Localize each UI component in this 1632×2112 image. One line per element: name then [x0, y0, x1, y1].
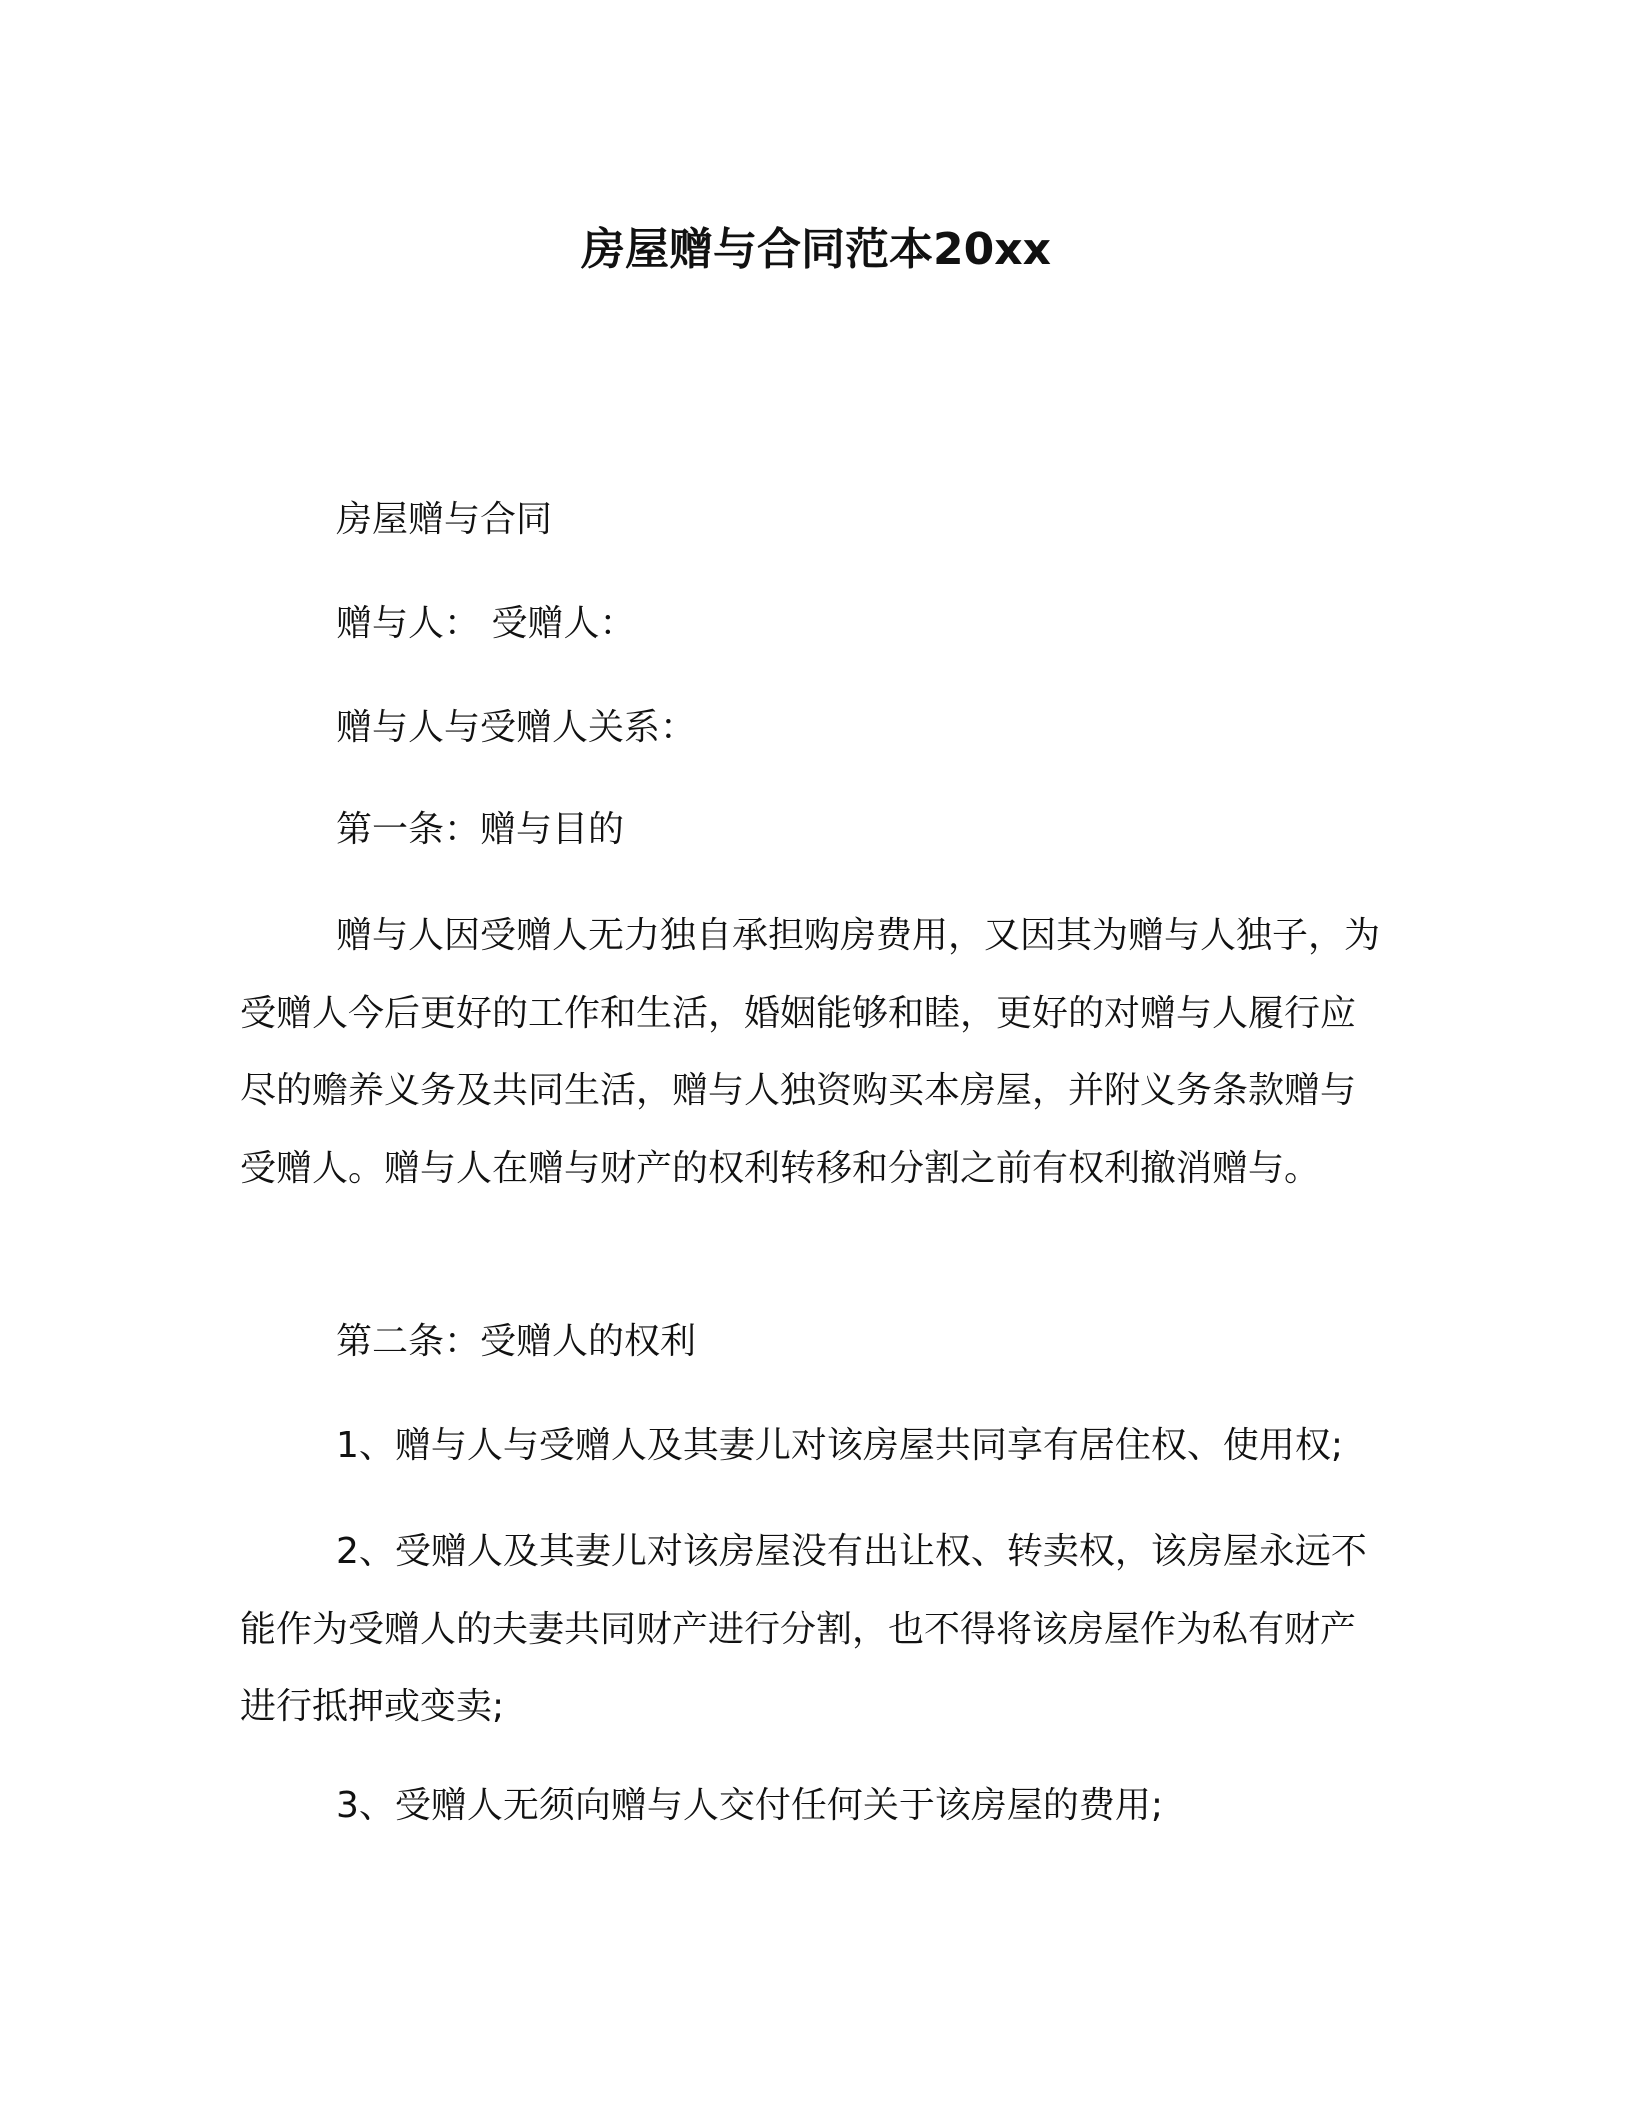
relationship-line: 赠与人与受赠人关系： [336, 707, 697, 748]
parties-line: 赠与人： 受赠人： [336, 603, 636, 644]
document-title: 房屋赠与合同范本20xx [581, 224, 1051, 275]
article2-item2: 2、受赠人及其妻儿对该房屋没有出让权、转卖权，该房屋永远不能作为受赠人的夫妻共同财产进行分割，也不得将该房屋作为私有财产进行抵押或变卖; [240, 1531, 1367, 1727]
article2-item3: 3、受赠人无须向赠与人交付任何关于该房屋的费用; [336, 1785, 1164, 1826]
article1-heading: 第一条：赠与目的 [336, 809, 625, 850]
article1-body: 赠与人因受赠人无力独自承担购房费用，又因其为赠与人独子，为受赠人今后更好的工作和生活，婚姻能够和睦，更好的对赠与人履行应尽的赡养义务及共同生活，赠与人独资购买本房屋，并附义务条款赠与受赠人。赠与人在赠与财产的权利转移和分割之前有权利撤消赠与。 [240, 915, 1381, 1189]
contract-heading: 房屋赠与合同 [336, 499, 553, 540]
article2-item1: 1、赠与人与受赠人及其妻儿对该房屋共同享有居住权、使用权; [336, 1425, 1344, 1466]
article2-heading: 第二条：受赠人的权利 [336, 1321, 697, 1362]
